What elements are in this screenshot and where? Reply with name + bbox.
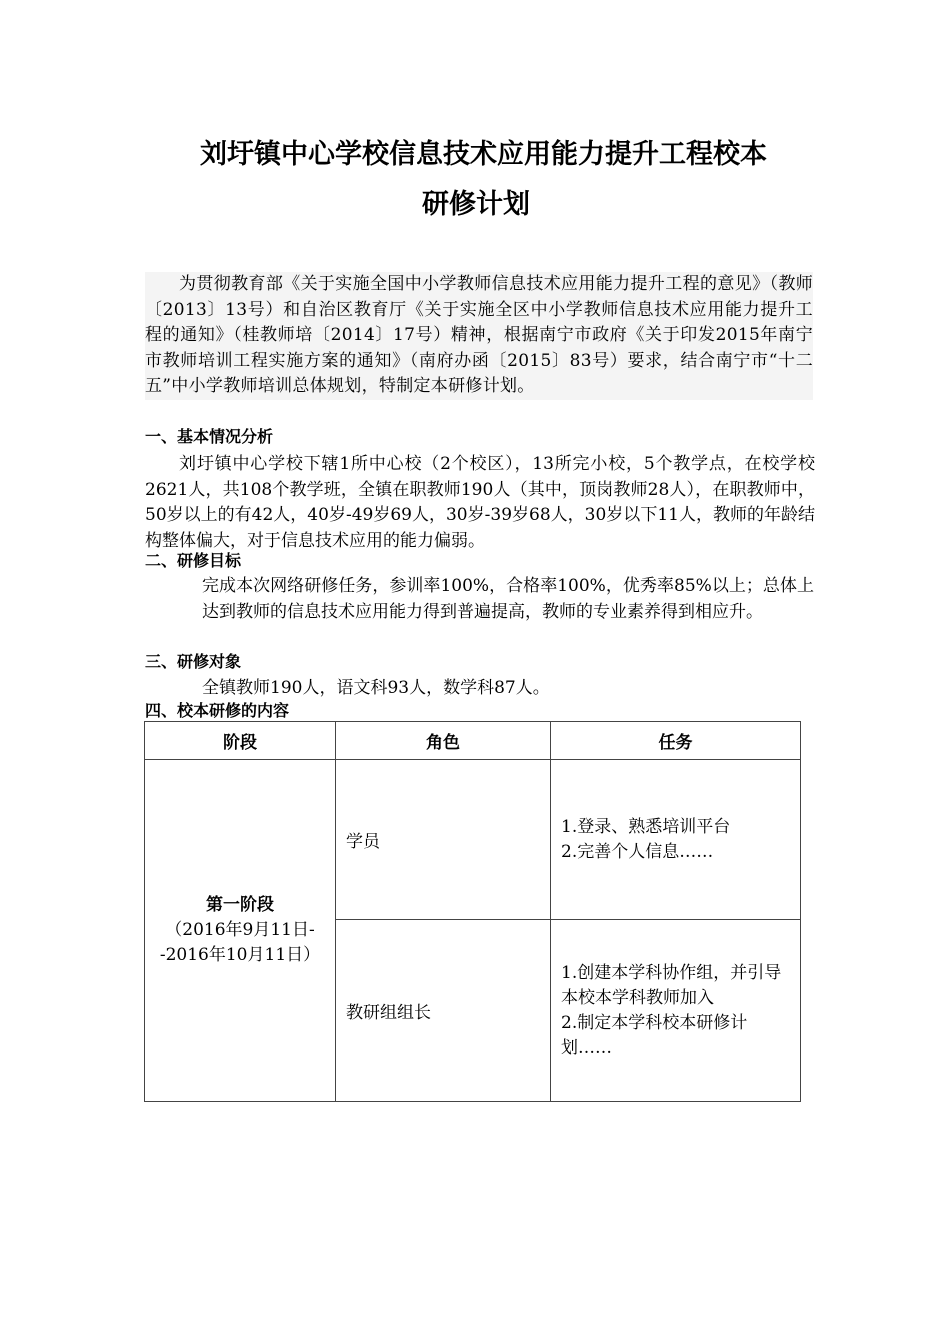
task-line: 1.登录、熟悉培训平台 (561, 816, 731, 837)
document-title-line2: 研修计划 (422, 189, 530, 220)
study-plan-table (144, 721, 801, 1102)
table-header-row (145, 722, 801, 760)
stage-name: 第一阶段 (206, 895, 274, 915)
section-3-text: 全镇教师190人，语文科93人，数学科87人。 (202, 678, 550, 698)
section-3-heading: 三、研修对象 (145, 652, 242, 671)
header-task: 任务 (551, 722, 801, 760)
stage-dates: （2016年9月11日--2016年10月11日） (159, 920, 321, 965)
task-line: 2.完善个人信息…… (561, 841, 714, 862)
document-title-line1: 刘圩镇中心学校信息技术应用能力提升工程校本 (200, 139, 767, 170)
section-1-text: 刘圩镇中心学校下辖1所中心校（2个校区），13所完小校，5个教学点，在校学校2621人，共108个教学班，全镇在职教师190人（其中，顶岗教师28人），在职教师中，50岁以上的有42人，40岁-49岁69人，30岁-39岁68人，30岁以下11人，教师的年龄结构整体偏大，对于信息技术应用的能力偏弱。 (145, 454, 815, 551)
header-stage: 阶段 (145, 722, 336, 760)
stage-cell (145, 760, 336, 1102)
intro-paragraph: 为贯彻教育部《关于实施全国中小学教师信息技术应用能力提升工程的意见》（教师〔2013〕13号）和自治区教育厅《关于实施全区中小学教师信息技术应用能力提升工程的通知》（桂教师培〔2014〕17号）精神，根据南宁市政府《关于印发2015年南宁市教师培训工程实施方案的通知》（南府办函〔2015〕83号）要求，结合南宁市“十二五”中小学教师培训总体规划，特制定本研修计划。 (145, 272, 813, 400)
task-line: 2.制定本学科校本研修计划…… (561, 1012, 748, 1058)
task-line: 1.创建本学科协作组，并引导本校本学科教师加入 (561, 962, 782, 1008)
header-role: 角色 (336, 722, 551, 760)
section-4-heading: 四、校本研修的内容 (145, 701, 290, 720)
section-2-text: 完成本次网络研修任务，参训率100%，合格率100%，优秀率85%以上；总体上达到教师的信息技术应用能力得到普遍提高，教师的专业素养得到相应升。 (202, 576, 814, 622)
task-cell (551, 920, 801, 1102)
role-cell: 学员 (336, 760, 551, 920)
section-1-heading: 一、基本情况分析 (145, 427, 274, 446)
section-2-heading: 二、研修目标 (145, 551, 242, 570)
task-cell (551, 760, 801, 920)
table-row (145, 760, 801, 920)
role-cell: 教研组组长 (336, 920, 551, 1102)
